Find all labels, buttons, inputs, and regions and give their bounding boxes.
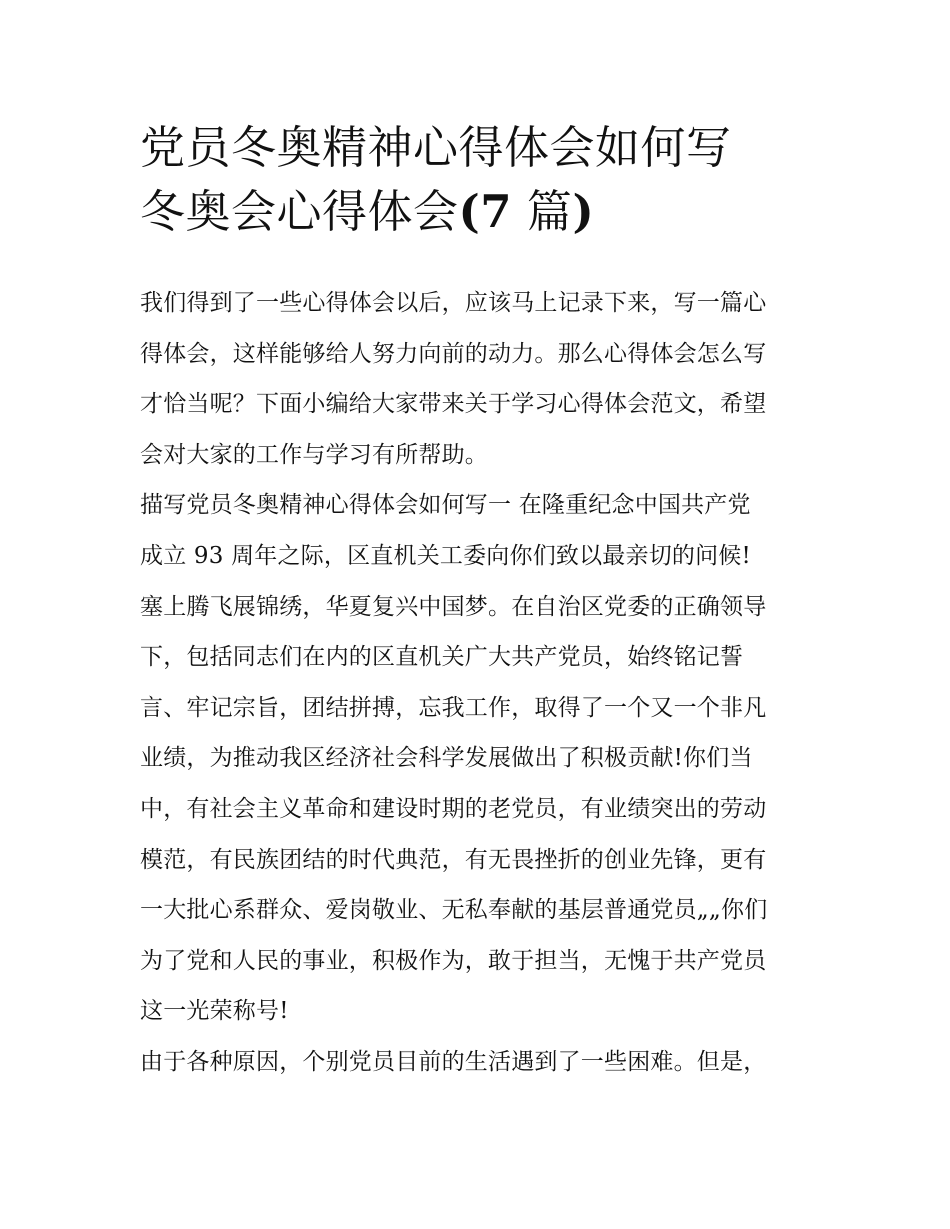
body-line: 言、牢记宗旨，团结拼搏，忘我工作，取得了一个又一个非凡 [140, 694, 767, 721]
body-line: 塞上腾飞展锦绣，华夏复兴中国梦。在自治区党委的正确领导 [140, 593, 767, 620]
body-line: 由于各种原因，个别党员目前的生活遇到了一些困难。但是， [140, 1048, 767, 1075]
body-line: 描写党员冬奥精神心得体会如何写一 在隆重纪念中国共产党 [140, 492, 751, 519]
body-line: 会对大家的工作与学习有所帮助。 [140, 441, 488, 468]
title-line-2-suffix: 篇 [512, 185, 573, 238]
title-line-1: 党员冬奥精神心得体会如何写 [140, 121, 732, 174]
body-line: 我们得到了一些心得体会以后，应该马上记录下来，写一篇心 [140, 290, 767, 316]
body-line: 才恰当呢？下面小编给大家带来关于学习心得体会范文，希望 [140, 391, 767, 418]
body-line: 下，包括同志们在内的区直机关广大共产党员，始终铭记誓 [140, 644, 744, 671]
body-line: 成立 93 周年之际，区直机关工委向你们致以最亲切的问候! [140, 542, 751, 569]
body-line: 中，有社会主义革命和建设时期的老党员，有业绩突出的劳动 [140, 795, 767, 822]
body-line: 得体会，这样能够给人努力向前的动力。那么心得体会怎么写 [140, 340, 767, 367]
body-line: 模范，有民族团结的时代典范，有无畏挫折的创业先锋，更有 [140, 846, 767, 873]
document-title [140, 116, 820, 244]
title-line-2-number: (7 [458, 185, 513, 238]
title-line-2-prefix: 冬奥会心得体会 [140, 185, 459, 238]
title-line-2-close: ) [572, 185, 595, 238]
body-line: 一大批心系群众、爱岗敬业、无私奉献的基层普通党员„„你们 [140, 897, 768, 924]
body-line: 业绩，为推动我区经济社会科学发展做出了积极贡献!你们当 [140, 745, 753, 772]
body-line: 为了党和人民的事业，积极作为，敢于担当，无愧于共产党员 [140, 947, 767, 974]
document-body [140, 278, 820, 1088]
body-line: 这一光荣称号! [140, 998, 289, 1025]
title-line-2 [140, 180, 820, 244]
